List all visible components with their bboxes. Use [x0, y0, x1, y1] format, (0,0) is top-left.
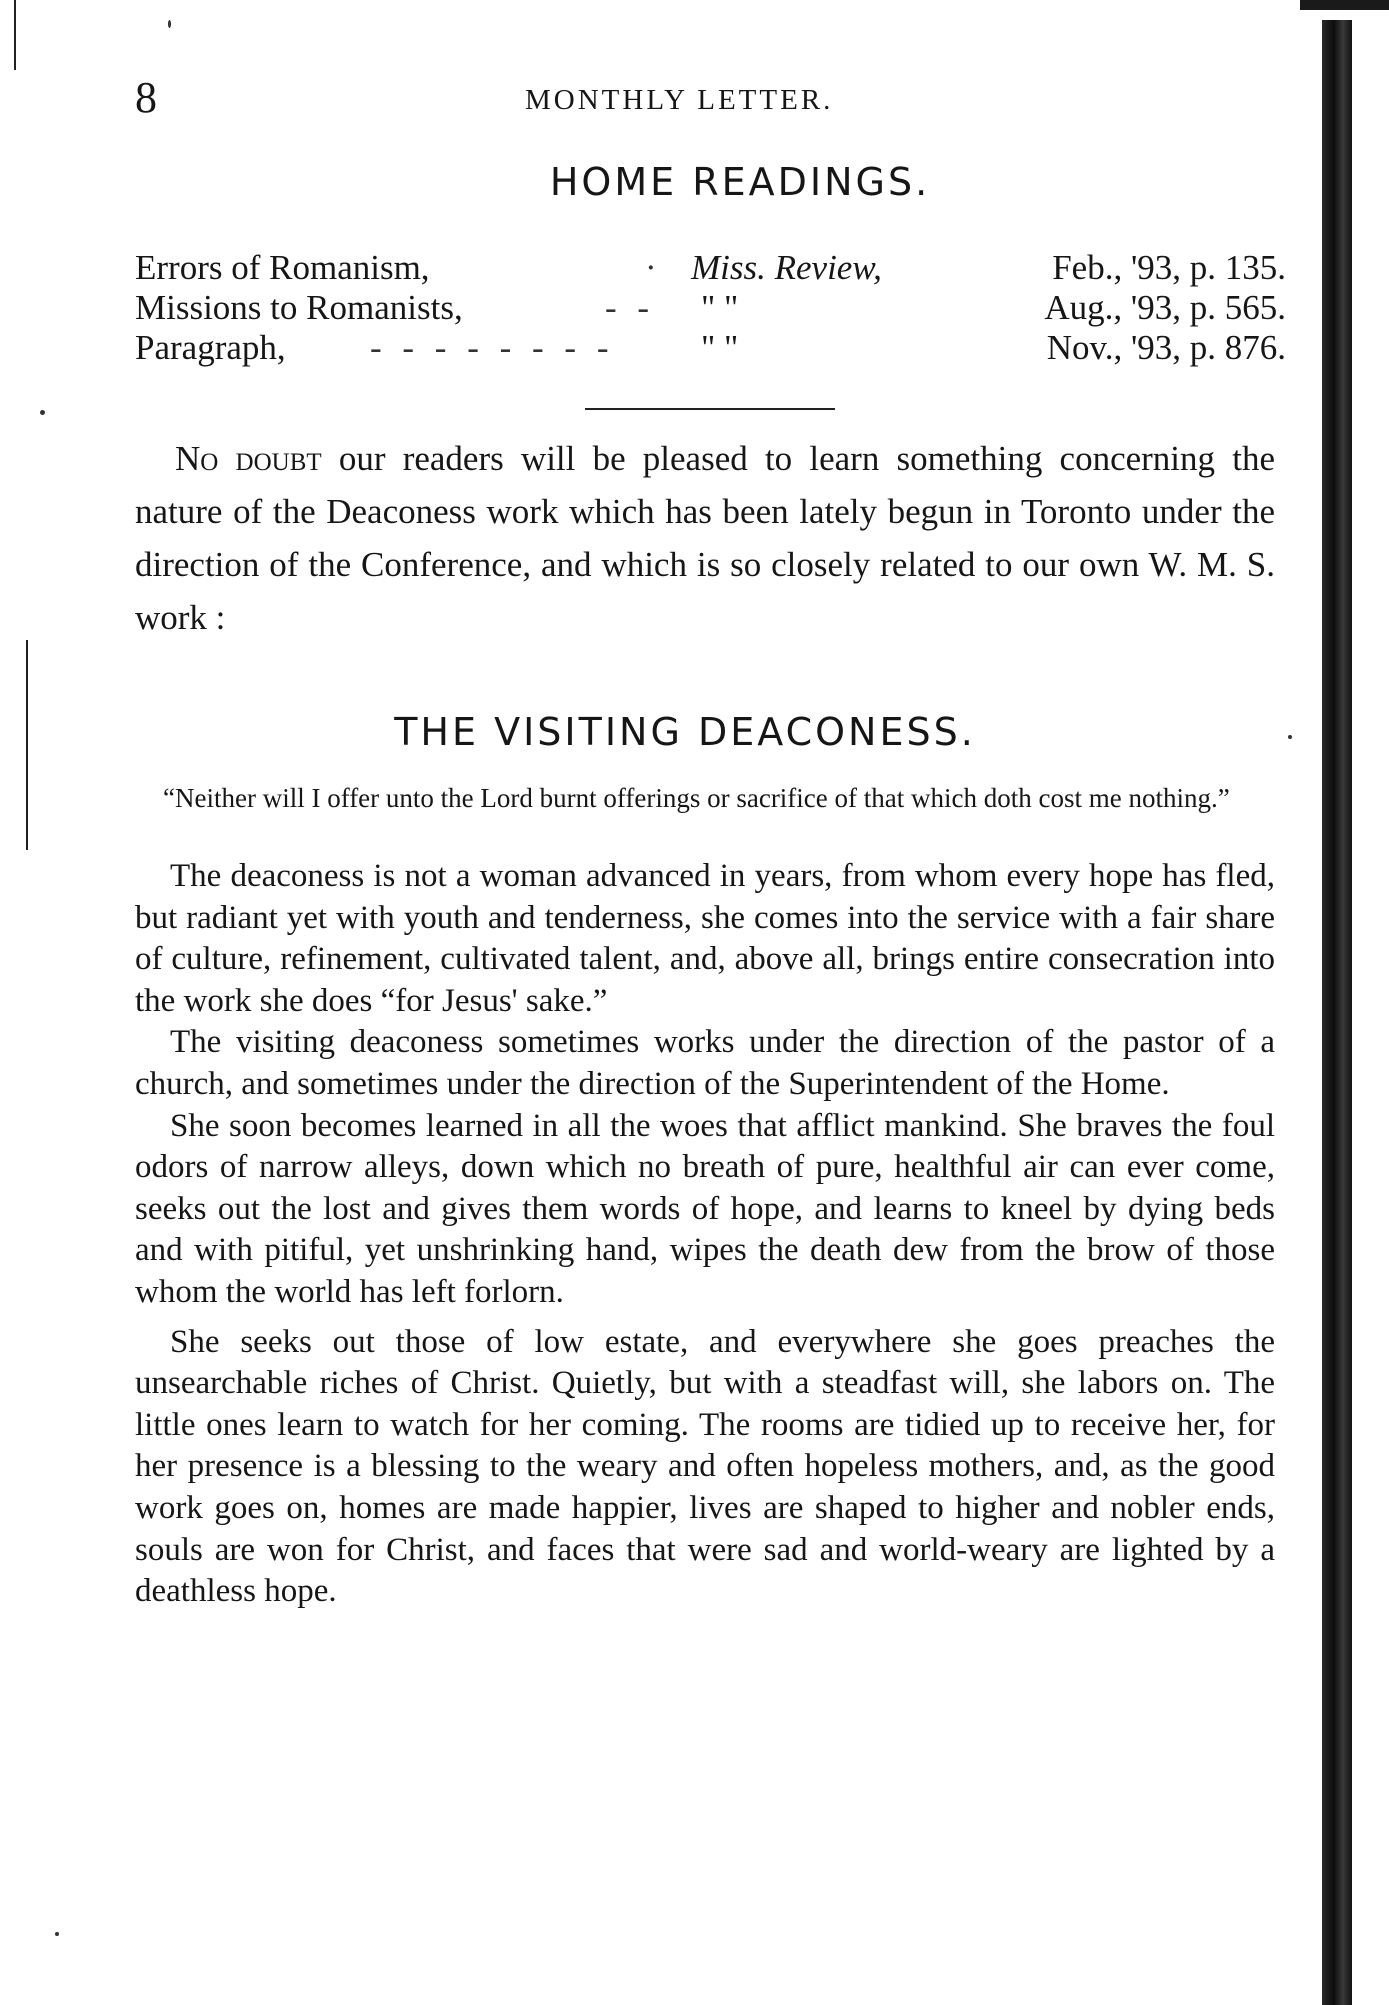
- section-divider: [585, 408, 835, 410]
- article-paragraph: She soon becomes learned in all the woes that afflict mankind. She braves the foul odors of narrow alleys, down which no breath of pure, healthful air can ever come, seeks out the lost and gives them words of hope, and learns to kneel by dying beds and with pitiful, yet unshrinking hand, wipes the death dew from the brow of those whom the world has left forlorn.: [135, 1107, 1275, 1310]
- reading-title: Paragraph,: [135, 328, 286, 367]
- scan-margin-mark: [14, 0, 16, 70]
- intro-lead: No doubt: [175, 439, 322, 478]
- article-body: [135, 856, 1275, 1613]
- reading-entry: [135, 328, 1285, 368]
- reading-title: Errors of Romanism,: [135, 248, 430, 287]
- scan-margin-mark: [26, 640, 28, 850]
- reading-date: Feb., '93, p. 135.: [1052, 248, 1286, 287]
- scan-speck: [168, 20, 171, 28]
- page-binding-shadow: [1322, 20, 1352, 2005]
- running-title: MONTHLY LETTER.: [525, 84, 834, 116]
- reading-source: " ": [701, 288, 739, 327]
- article-paragraph: She seeks out those of low estate, and everywhere she goes preaches the unsearchable riches of Christ. Quietly, but with a steadfast will, she labors on. The little ones learn to watch for her coming. The rooms are tidied up to receive her, for her presence is a blessing to the weary and often hopeless mothers, and, as the good work goes on, homes are made happier, lives are shaped to higher and nobler ends, souls are won for Christ, and faces that were sad and world-weary are lighted by a deathless hope.: [135, 1323, 1275, 1610]
- scan-edge-top: [1300, 0, 1389, 10]
- intro-paragraph: [135, 432, 1275, 644]
- home-readings-heading: HOME READINGS.: [549, 160, 931, 204]
- reading-leader: - -: [605, 288, 656, 327]
- running-head: [135, 72, 1305, 122]
- reading-date: Aug., '93, p. 565.: [1044, 288, 1286, 327]
- reading-entry: [135, 248, 1285, 288]
- reading-source: " ": [701, 328, 739, 367]
- reading-date: Nov., '93, p. 876.: [1046, 328, 1286, 367]
- intro-text: our readers will be pleased to learn something concerning the nature of the Deaconess work which has been lately begun in Toronto under the direction of the Conference, and which is so closely related to our own W. M. S. work :: [135, 439, 1275, 637]
- page-number: 8: [135, 73, 157, 122]
- reading-source: Miss. Review,: [691, 248, 882, 287]
- home-readings-list: [135, 248, 1285, 368]
- epigraph: “Neither will I offer unto the Lord burnt offerings or sacrifice of that which doth cost me nothing.”: [163, 783, 1230, 813]
- reading-title: Missions to Romanists,: [135, 288, 463, 327]
- reading-leader: ·: [645, 248, 663, 287]
- scan-speck: [40, 410, 45, 415]
- article-heading: THE VISITING DEACONESS.: [394, 710, 976, 754]
- article-paragraph: The visiting deaconess sometimes works under the direction of the pastor of a church, and sometimes under the direction of the Superintendent of the Home.: [135, 1024, 1275, 1102]
- scan-speck: [55, 1932, 59, 1936]
- reading-leader: - - - - - - - -: [370, 328, 615, 367]
- reading-entry: [135, 288, 1285, 328]
- article-paragraph: The deaconess is not a woman advanced in years, from whom every hope has fled, but radiant yet with youth and tenderness, she comes into the service with a fair share of culture, refinement, cultivated talent, and, above all, brings entire consecration into the work she does “for Jesus' sake.”: [135, 858, 1275, 1019]
